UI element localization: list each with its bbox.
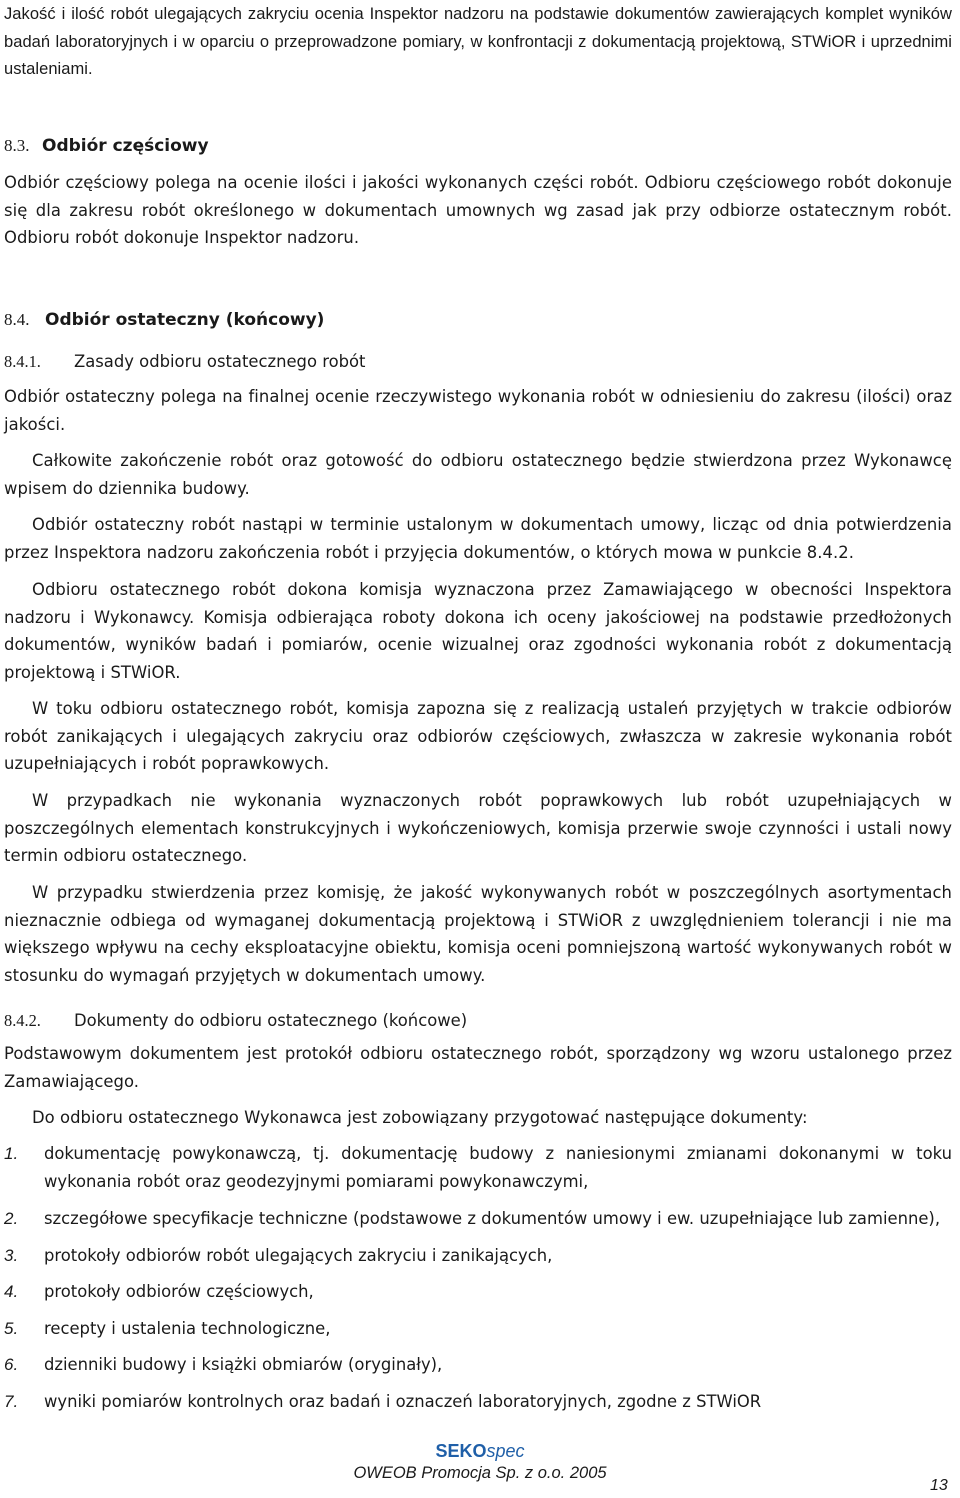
heading-8-4-2	[4, 1008, 467, 1034]
heading-8-4-1-number: 8.4.1.	[4, 352, 41, 371]
list-item	[4, 1140, 952, 1195]
heading-8-4-2-title: Dokumenty do odbioru ostatecznego (końcowe)	[74, 1011, 468, 1030]
list-item-text: protokoły odbiorów robót ulegających zakryciu i zanikających,	[44, 1246, 553, 1265]
page-number: 13	[930, 1477, 948, 1494]
list-item-number: 1.	[4, 1144, 19, 1163]
footer-brand-logo	[0, 1440, 960, 1462]
paragraph-quality-deviation: W przypadku stwierdzenia przez komisję, że jakość wykonywanych robót w poszczególnych asortymentach nieznacznie odbiega od wymaganej dokumentacją projektową i STWiOR z uwzględnieniem tolerancji i nie ma większego wpływu na cechy eksploatacyjne obiektu, komisja oceni pomniejszoną wartość wykonywanych robót w stosunku do wymagań przyjętych w dokumentach umowy.	[4, 883, 952, 985]
list-item-number: 2.	[4, 1209, 19, 1228]
heading-8-3-title: Odbiór częściowy	[42, 136, 209, 156]
heading-8-4-2-number: 8.4.2.	[4, 1011, 41, 1030]
paragraph-completion-readiness: Całkowite zakończenie robót oraz gotowość do odbioru ostatecznego będzie stwierdzona przez Wykonawcę wpisem do dziennika budowy.	[4, 451, 952, 498]
paragraph-commission-review: W toku odbioru ostatecznego robót, komisja zapozna się z realizacją ustaleń przyjętych w trakcie odbiorów robót zanikających i ulegających zakryciu oraz odbiorów częściowych, zwłaszcza w zakresie wykonania robót uzupełniających i robót poprawkowych.	[4, 699, 952, 773]
list-item-number: 7.	[4, 1392, 19, 1411]
list-item-text: wyniki pomiarów kontrolnych oraz badań i oznaczeń laboratoryjnych, zgodne z STWiOR	[44, 1392, 762, 1411]
paragraph-basic-document: Podstawowym dokumentem jest protokół odbioru ostatecznego robót, sporządzony wg wzoru ustalonego przez Zamawiającego.	[4, 1044, 952, 1091]
list-item	[4, 1205, 952, 1233]
list-item	[4, 1278, 952, 1306]
list-item-number: 6.	[4, 1355, 19, 1374]
list-item-text: szczegółowe specyfikacje techniczne (podstawowe z dokumentów umowy i ew. uzupełniające lub zamienne),	[44, 1209, 941, 1228]
heading-8-4-number: 8.4.	[4, 310, 30, 329]
heading-8-4-title: Odbiór ostateczny (końcowy)	[45, 310, 325, 330]
list-item	[4, 1351, 952, 1379]
brand-bold-part: SEKO	[435, 1441, 487, 1461]
paragraph-partial-acceptance: Odbiór częściowy polega na ocenie ilości i jakości wykonanych części robót. Odbioru częściowego robót dokonuje się dla zakresu robót określonego w dokumentach umownych wg zasad jak przy odbiorze ostatecznym robót. Odbioru robót dokonuje Inspektor nadzoru.	[4, 173, 952, 247]
heading-8-4-1-title: Zasady odbioru ostatecznego robót	[74, 352, 366, 371]
paragraph-commission: Odbioru ostatecznego robót dokona komisja wyznaczona przez Zamawiającego w obecności Inspektora nadzoru i Wykonawcy. Komisja odbierająca roboty dokona ich oceny jakościowej na podstawie przedłożonych dokumentów, wyników badań i pomiarów, ocenie wizualnej oraz zgodności wykonania robót z dokumentacją projektową i STWiOR.	[4, 580, 952, 682]
list-item-text: dokumentację powykonawczą, tj. dokumentację budowy z naniesionymi zmianami dokonanymi w toku wykonania robót oraz geodezyjnymi pomiarami powykonawczymi,	[44, 1144, 952, 1191]
paragraph-required-documents-intro: Do odbioru ostatecznego Wykonawca jest zobowiązany przygotować następujące dokumenty:	[32, 1108, 808, 1127]
paragraph-final-acceptance-term: Odbiór ostateczny robót nastąpi w terminie ustalonym w dokumentach umowy, licząc od dnia potwierdzenia przez Inspektora nadzoru zakończenia robót i przyjęcia dokumentów, o których mowa w punkcie 8.4.2.	[4, 515, 952, 562]
paragraph-quality-covered-works: Jakość i ilość robót ulegających zakryciu ocenia Inspektor nadzoru na podstawie dokumentów zawierających komplet wyników badań laboratoryjnych i w oparciu o przeprowadzone pomiary, w konfrontacji z dokumentacją projektową, STWiOR i uprzednimi ustaleniami.	[4, 5, 952, 78]
heading-8-3	[4, 133, 209, 159]
list-item	[4, 1315, 952, 1343]
list-item	[4, 1388, 952, 1416]
heading-8-3-number: 8.3.	[4, 136, 30, 155]
list-item-number: 3.	[4, 1246, 19, 1265]
heading-8-4-1	[4, 349, 365, 375]
paragraph-corrective-works: W przypadkach nie wykonania wyznaczonych robót poprawkowych lub robót uzupełniających w poszczególnych elementach konstrukcyjnych i wykończeniowych, komisja przerwie swoje czynności i ustali nowy termin odbioru ostatecznego.	[4, 791, 952, 865]
list-item-text: dzienniki budowy i książki obmiarów (oryginały),	[44, 1355, 443, 1374]
paragraph-final-acceptance-definition: Odbiór ostateczny polega na finalnej ocenie rzeczywistego wykonania robót w odniesieniu do zakresu (ilości) oraz jakości.	[4, 387, 952, 434]
brand-italic-part: spec	[486, 1441, 525, 1461]
heading-8-4	[4, 307, 324, 333]
list-item-text: recepty i ustalenia technologiczne,	[44, 1319, 331, 1338]
list-item-number: 5.	[4, 1319, 19, 1338]
list-item-text: protokoły odbiorów częściowych,	[44, 1282, 314, 1301]
list-item	[4, 1242, 952, 1270]
footer-company: OWEOB Promocja Sp. z o.o. 2005	[353, 1464, 607, 1482]
list-item-number: 4.	[4, 1282, 19, 1301]
